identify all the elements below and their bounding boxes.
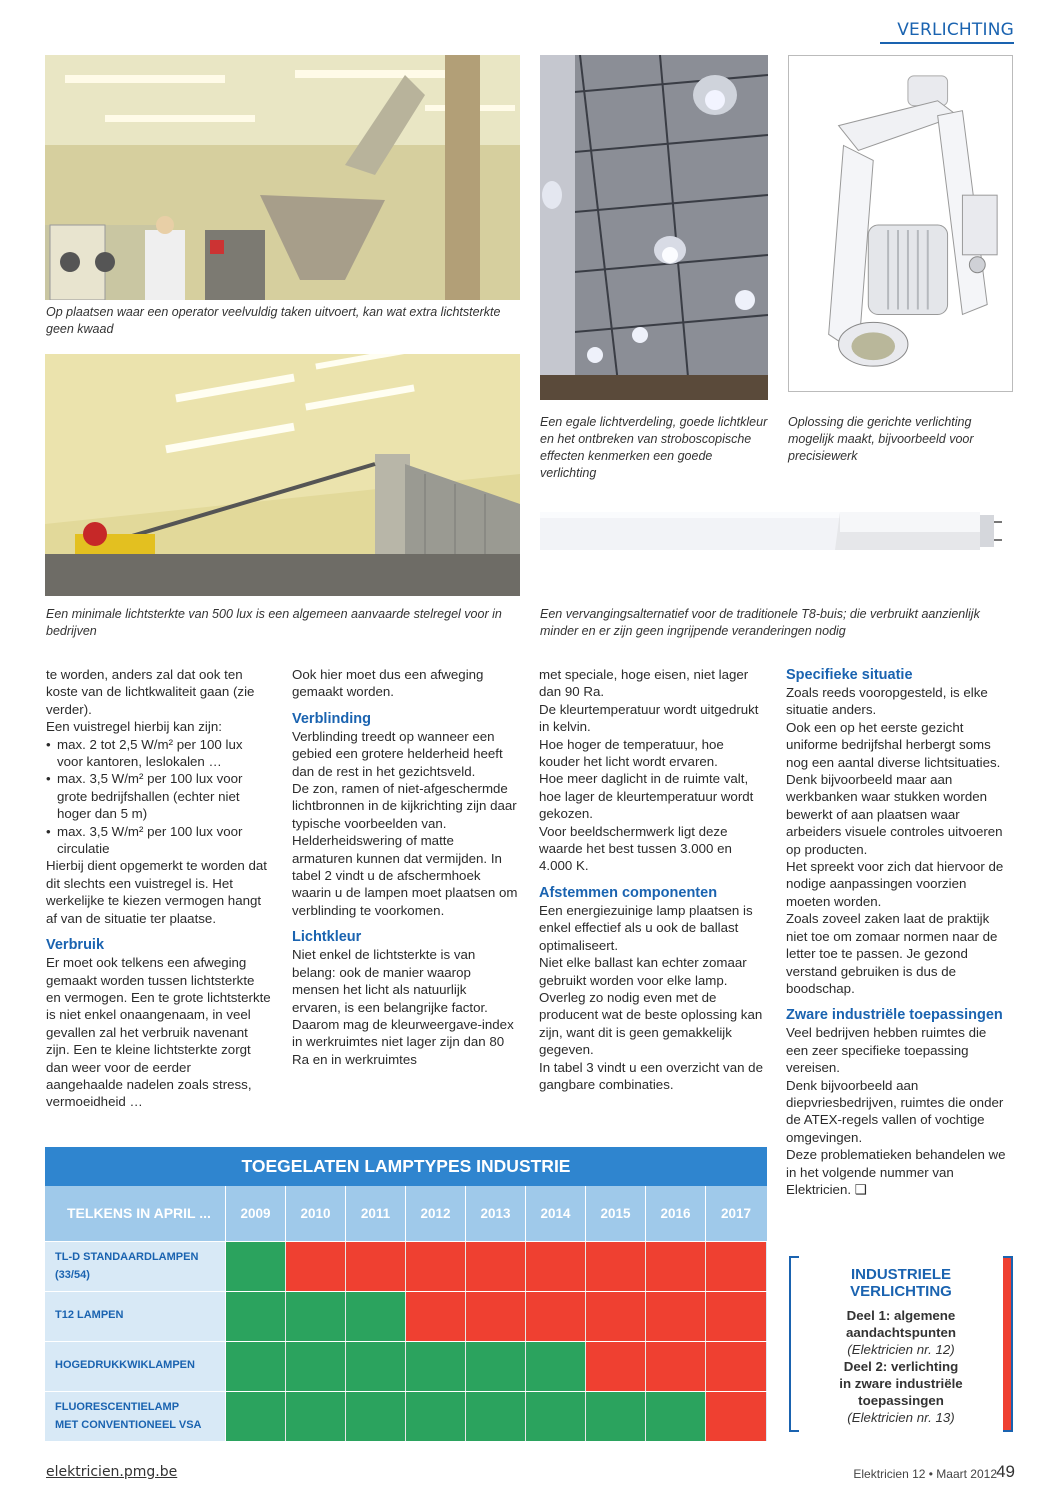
year-header: 2010 (286, 1186, 346, 1241)
paragraph: met speciale, hoge eisen, niet lager dan 90 Ra. (539, 667, 749, 700)
series-title: VERLICHTING (850, 1283, 952, 1300)
bracket-left (789, 1256, 799, 1432)
lamp-type-label (45, 1242, 226, 1291)
series-part: toepassingen (858, 1393, 944, 1408)
year-header: 2012 (406, 1186, 466, 1241)
paragraph: Voor beeldschermwerk ligt deze waarde het best tussen 3.000 en 4.000 K. (539, 823, 732, 874)
table-row (45, 1391, 767, 1441)
paragraph: Een energiezuinige lamp plaatsen is enkel effectief als u ook de ballast optimaliseert. (539, 902, 753, 953)
series-source: (Elektricien nr. 13) (847, 1410, 955, 1425)
status-cell-allowed (286, 1392, 346, 1441)
status-cell-not-allowed (706, 1342, 766, 1391)
paragraph: Overleg zo nodig even met de producent wat de beste oplossing kan zijn, want dit is geen gemakkelijk gegeven. (539, 989, 763, 1058)
status-cell-allowed (406, 1392, 466, 1441)
series-content (803, 1266, 999, 1426)
heading-lichtkleur: Lichtkleur (292, 929, 362, 946)
column-1 (46, 666, 271, 1111)
factory-photo (45, 354, 520, 596)
lamp-type-label (45, 1342, 226, 1391)
lamp-type-name: FLUORESCENTIELAMP (55, 1401, 180, 1413)
status-cell-not-allowed (406, 1292, 466, 1341)
table-row (45, 1341, 767, 1391)
status-cell-allowed (466, 1342, 526, 1391)
paragraph: Hoe hoger de temperatuur, hoe kouder het licht wordt ervaren. (539, 736, 724, 770)
table-body (45, 1241, 767, 1441)
paragraph: Hoe meer daglicht in de ruimte valt, hoe lager de kleurtemperatuur wordt gekozen. (539, 771, 754, 822)
paragraph: Verblinding treedt op wanneer een gebied een grotere helderheid heeft dan de rest in het gezichtsveld. (292, 728, 503, 779)
column-2 (292, 666, 518, 1068)
status-cell-allowed (586, 1392, 646, 1441)
column-4 (786, 666, 1012, 1198)
paragraph: De kleurtemperatuur wordt uitgedrukt in kelvin. (539, 701, 759, 735)
status-cell-not-allowed (706, 1292, 766, 1341)
status-cell-not-allowed (586, 1292, 646, 1341)
paragraph: Zoals zoveel zaken laat de praktijk niet toe om zomaar normen naar de letter toe te passen. Je gezond verstand gebruiken is dus de boodschap. (786, 911, 998, 996)
status-cell-not-allowed (646, 1242, 706, 1291)
status-cell-allowed (406, 1342, 466, 1391)
series-source: (Elektricien nr. 12) (847, 1342, 955, 1357)
bullet-item: • max. 3,5 W/m² per 100 lux voor grote bedrijfshallen (echter niet hoger dan 5 m) (46, 770, 271, 822)
lamptypes-table (45, 1147, 767, 1441)
year-header: 2015 (586, 1186, 646, 1241)
ceiling-caption: Een egale lichtverdeling, goede lichtkleur en het ontbreken van stroboscopische effecten kenmerken een goede verlichting (540, 415, 768, 480)
operator-photo (45, 55, 520, 300)
year-header: 2017 (720, 1206, 752, 1221)
status-cell-not-allowed (526, 1292, 586, 1341)
heading-zware-industriele: Zware industriële toepassingen (786, 1007, 1003, 1024)
status-cell-allowed (526, 1342, 586, 1391)
status-cell-allowed (226, 1342, 286, 1391)
status-cell-allowed (286, 1342, 346, 1391)
paragraph: Een vuistregel hierbij kan zijn: (46, 719, 222, 735)
year-header: 2016 (646, 1186, 706, 1241)
status-cell-not-allowed (466, 1292, 526, 1341)
paragraph: Ook een op het eerste gezicht uniforme bedrijfshal herbergt soms nog een aantal diverse lichtsituaties. (786, 719, 1001, 770)
paragraph: te worden, anders zal dat ook ten koste van de lichtkwaliteit gaan (zie verder). (46, 667, 255, 717)
series-part: in zware industriële (839, 1376, 963, 1391)
section-header: VERLICHTING (880, 20, 1014, 44)
table-row (45, 1241, 767, 1291)
paragraph: Denk bijvoorbeeld maar aan werkbanken waar stukken worden bewerkt of aan plaatsen waar arbeiders visuele controles uitvoeren op producten. (786, 772, 1003, 857)
series-part: Deel 2: verlichting (843, 1359, 959, 1374)
status-cell-allowed (226, 1392, 286, 1441)
status-cell-allowed (346, 1342, 406, 1391)
status-cell-allowed (346, 1292, 406, 1341)
lamp-type-label (45, 1292, 226, 1341)
heading-afstemmen: Afstemmen componenten (539, 884, 718, 901)
factory-caption: Een minimale lichtsterkte van 500 lux is een algemeen aanvaarde stelregel voor in bedrijven (46, 607, 502, 638)
heading-verblinding: Verblinding (292, 710, 371, 727)
tube-caption: Een vervangingsalternatief voor de traditionele T8-buis; die verbruikt aanzienlijk minder en er zijn geen ingrijpende veranderingen nodig (540, 607, 980, 638)
status-cell-not-allowed (586, 1342, 646, 1391)
footer-issue: Elektricien 12 • Maart 2012 (853, 1467, 997, 1481)
paragraph: Deze problematieken behandelen we in het volgende nummer van Elektricien. ❑ (786, 1147, 1006, 1197)
status-cell-allowed (226, 1292, 286, 1341)
status-cell-allowed (526, 1392, 586, 1441)
status-cell-not-allowed (346, 1242, 406, 1291)
paragraph: Het spreekt voor zich dat hiervoor de nodige aanpassingen voorzien moeten worden. (786, 859, 1004, 909)
spotlight-caption: Oplossing die gerichte verlichting mogelijk maakt, bijvoorbeeld voor precisiewerk (788, 415, 974, 463)
lamp-type-name: HOGEDRUKKWIKLAMPEN (55, 1359, 195, 1371)
series-title: INDUSTRIELE (850, 1266, 951, 1283)
status-cell-not-allowed (646, 1292, 706, 1341)
lamp-type-name: TL-D STANDAARDLAMPEN (55, 1251, 199, 1263)
table-row (45, 1291, 767, 1341)
status-cell-not-allowed (286, 1242, 346, 1291)
status-cell-not-allowed (706, 1242, 766, 1291)
ceiling-photo (540, 55, 768, 400)
paragraph: Er moet ook telkens een afweging gemaakt worden tussen lichtsterkte en vermogen. Een te grote lichtsterkte is niet enkel onaangenaam, in veel gevallen zal het verbruik navenant zijn. Een te kleine lichtsterkte zorgt dan weer voor de eerder aangehaalde nadelen zoals stress, vermoeidheid … (46, 955, 271, 1110)
year-header: 2009 (226, 1186, 286, 1241)
year-header: 2011 (346, 1186, 406, 1241)
footer-url-link[interactable]: elektricien.pmg.be (46, 1464, 178, 1480)
status-cell-not-allowed (706, 1392, 766, 1441)
heading-specifieke-situatie: Specifieke situatie (786, 667, 913, 683)
heading-verbruik: Verbruik (46, 937, 105, 954)
status-cell-allowed (286, 1292, 346, 1341)
bullet-item: • max. 3,5 W/m² per 100 lux voor circulatie (46, 823, 271, 858)
paragraph: Zoals reeds vooropgesteld, is elke situatie anders. (786, 685, 988, 718)
column-3 (539, 666, 765, 1093)
series-part: Deel 1: algemene (846, 1308, 956, 1323)
status-cell-not-allowed (586, 1242, 646, 1291)
lamp-type-name: T12 LAMPEN (55, 1309, 124, 1321)
tube-photo (540, 490, 1013, 595)
paragraph: Denk bijvoorbeeld aan diepvriesbedrijven, ruimtes die onder de ATEX-regels vallen of vochtige omgevingen. (786, 1077, 1004, 1145)
paragraph: In tabel 3 vindt u een overzicht van de gangbare combinaties. (539, 1059, 763, 1092)
lamp-type-detail: (33/54) (55, 1269, 90, 1281)
table-header-row (45, 1186, 767, 1241)
paragraph: Veel bedrijven hebben ruimtes die een zeer specifieke toepassing vereisen. (786, 1025, 987, 1076)
lamp-type-detail: MET CONVENTIONEEL VSA (55, 1419, 202, 1431)
bracket-right (1003, 1256, 1013, 1432)
status-cell-allowed (646, 1392, 706, 1441)
paragraph: Niet elke ballast kan echter zomaar gebruikt worden voor elke lamp. (539, 955, 747, 988)
table-title: TOEGELATEN LAMPTYPES INDUSTRIE (45, 1147, 767, 1186)
table-corner-label: TELKENS IN APRIL ... (45, 1186, 226, 1241)
paragraph: Niet enkel de lichtsterkte is van belang: ook de manier waarop mensen het licht als natuurlijk ervaren, is een belangrijke factor. Daarom mag de kleurweergave-index in werkruimtes niet lager zijn dan 80 Ra en in werkruimtes (292, 947, 514, 1067)
status-cell-not-allowed (526, 1242, 586, 1291)
status-cell-not-allowed (646, 1342, 706, 1391)
bullet-list (46, 736, 271, 858)
bullet-item: • max. 2 tot 2,5 W/m² per 100 lux voor kantoren, leslokalen … (46, 736, 271, 771)
paragraph: Hierbij dient opgemerkt te worden dat dit slechts een vuistregel is. Het werkelijke te kiezen vermogen hangt af van de situatie ter plaatse. (46, 858, 267, 926)
paragraph: Ook hier moet dus een afweging gemaakt worden. (292, 667, 484, 700)
paragraph: De zon, ramen of niet-afgeschermde lichtbronnen in de kijkrichting zijn daar typische voorbeelden van. Helderheidswering of matte armaturen kunnen dat vermijden. In tabel 2 vindt u de afschermhoek waarin u de lampen moet plaatsen om verblinding te voorkomen. (292, 781, 518, 918)
lamp-type-label (45, 1392, 226, 1441)
page-number: 49 (996, 1462, 1015, 1481)
status-cell-not-allowed (466, 1242, 526, 1291)
series-box (789, 1256, 1013, 1432)
status-cell-allowed (346, 1392, 406, 1441)
status-cell-allowed (466, 1392, 526, 1441)
year-header: 2014 (526, 1186, 586, 1241)
operator-caption: Op plaatsen waar een operator veelvuldig taken uitvoert, kan wat extra lichtsterkte geen kwaad (46, 305, 501, 336)
status-cell-not-allowed (406, 1242, 466, 1291)
status-cell-allowed (226, 1242, 286, 1291)
spotlight-photo (788, 55, 1013, 392)
series-part: aandachtspunten (845, 1325, 957, 1340)
year-header: 2013 (466, 1186, 526, 1241)
